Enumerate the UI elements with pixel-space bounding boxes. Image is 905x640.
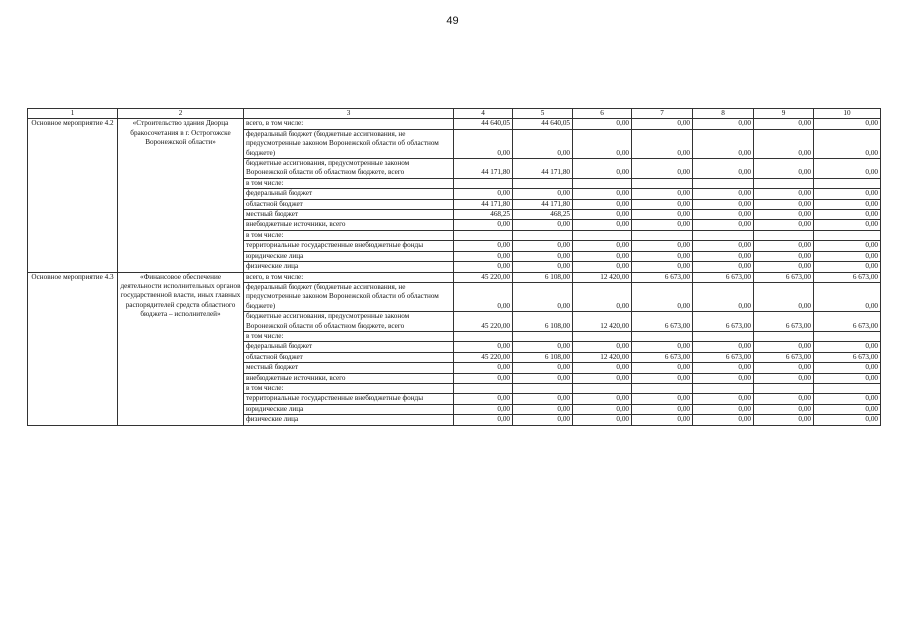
amount-cell: 0,00: [693, 415, 754, 425]
amount-cell: 0,00: [693, 220, 754, 230]
amount-cell: [632, 178, 693, 188]
amount-cell: 0,00: [754, 159, 814, 179]
amount-cell: 0,00: [754, 199, 814, 209]
amount-cell: 0,00: [573, 282, 632, 311]
amount-cell: 0,00: [513, 262, 573, 272]
amount-cell: 0,00: [573, 199, 632, 209]
amount-cell: 0,00: [754, 415, 814, 425]
amount-cell: 0,00: [573, 159, 632, 179]
amount-cell: 0,00: [693, 159, 754, 179]
amount-cell: 0,00: [573, 119, 632, 129]
amount-cell: 0,00: [573, 363, 632, 373]
measure-title-cell: «Строительство здания Дворца бракосочетания в г. Острогожске Воронежской области»: [118, 119, 244, 272]
amount-cell: [754, 178, 814, 188]
amount-cell: [513, 178, 573, 188]
amount-cell: [573, 230, 632, 240]
amount-cell: 0,00: [693, 373, 754, 383]
amount-cell: [513, 331, 573, 341]
amount-cell: [513, 230, 573, 240]
amount-cell: 44 171,80: [454, 159, 513, 179]
amount-cell: 0,00: [573, 415, 632, 425]
amount-cell: 0,00: [573, 129, 632, 158]
amount-cell: [693, 230, 754, 240]
amount-cell: 0,00: [632, 251, 693, 261]
amount-cell: 6 673,00: [632, 352, 693, 362]
amount-cell: 0,00: [754, 404, 814, 414]
amount-cell: 0,00: [814, 342, 881, 352]
amount-cell: 0,00: [632, 373, 693, 383]
amount-cell: 0,00: [454, 415, 513, 425]
funding-source-label: в том числе:: [244, 383, 454, 393]
amount-cell: 6 673,00: [693, 312, 754, 332]
amount-cell: 0,00: [454, 129, 513, 158]
amount-cell: 0,00: [632, 363, 693, 373]
amount-cell: 0,00: [754, 251, 814, 261]
amount-cell: 6 673,00: [814, 352, 881, 362]
amount-cell: 0,00: [513, 342, 573, 352]
amount-cell: [632, 331, 693, 341]
amount-cell: 0,00: [693, 241, 754, 251]
amount-cell: 0,00: [814, 189, 881, 199]
budget-table: [27, 108, 881, 426]
amount-cell: [693, 383, 754, 393]
table-row: [28, 272, 881, 282]
amount-cell: 0,00: [573, 241, 632, 251]
amount-cell: [814, 230, 881, 240]
amount-cell: 0,00: [693, 199, 754, 209]
amount-cell: 0,00: [513, 129, 573, 158]
amount-cell: 0,00: [693, 210, 754, 220]
amount-cell: [693, 331, 754, 341]
amount-cell: 0,00: [454, 404, 513, 414]
amount-cell: [814, 383, 881, 393]
amount-cell: 12 420,00: [573, 312, 632, 332]
funding-source-label: внебюджетные источники, всего: [244, 220, 454, 230]
funding-source-label: бюджетные ассигнования, предусмотренные законом Воронежской области об областном бюджете, всего: [244, 159, 454, 179]
header-cell: 10: [814, 109, 881, 119]
amount-cell: 0,00: [754, 220, 814, 230]
amount-cell: 12 420,00: [573, 352, 632, 362]
amount-cell: 6 673,00: [814, 272, 881, 282]
amount-cell: 0,00: [693, 262, 754, 272]
funding-source-label: местный бюджет: [244, 210, 454, 220]
amount-cell: 44 640,05: [454, 119, 513, 129]
funding-source-label: физические лица: [244, 262, 454, 272]
amount-cell: 0,00: [814, 282, 881, 311]
amount-cell: 0,00: [632, 129, 693, 158]
amount-cell: [632, 383, 693, 393]
amount-cell: 0,00: [693, 282, 754, 311]
amount-cell: 0,00: [754, 119, 814, 129]
amount-cell: 6 673,00: [693, 272, 754, 282]
amount-cell: 44 171,80: [454, 199, 513, 209]
amount-cell: 0,00: [754, 189, 814, 199]
amount-cell: 0,00: [693, 404, 754, 414]
header-cell: 9: [754, 109, 814, 119]
funding-source-label: федеральный бюджет: [244, 189, 454, 199]
amount-cell: [693, 178, 754, 188]
amount-cell: 0,00: [814, 415, 881, 425]
header-cell: 4: [454, 109, 513, 119]
amount-cell: [573, 178, 632, 188]
measure-type-cell: Основное мероприятие 4.2: [28, 119, 118, 272]
amount-cell: 0,00: [513, 404, 573, 414]
amount-cell: 0,00: [632, 404, 693, 414]
amount-cell: 468,25: [513, 210, 573, 220]
amount-cell: [454, 331, 513, 341]
funding-source-label: областной бюджет: [244, 352, 454, 362]
amount-cell: 0,00: [632, 282, 693, 311]
amount-cell: 6 673,00: [754, 352, 814, 362]
amount-cell: 0,00: [632, 241, 693, 251]
amount-cell: [814, 331, 881, 341]
amount-cell: 6 673,00: [814, 312, 881, 332]
funding-source-label: юридические лица: [244, 251, 454, 261]
amount-cell: 0,00: [513, 241, 573, 251]
amount-cell: 0,00: [814, 159, 881, 179]
amount-cell: 0,00: [632, 262, 693, 272]
amount-cell: [632, 230, 693, 240]
header-cell: 1: [28, 109, 118, 119]
amount-cell: 0,00: [513, 415, 573, 425]
amount-cell: [454, 230, 513, 240]
amount-cell: [754, 230, 814, 240]
amount-cell: 0,00: [573, 262, 632, 272]
amount-cell: 0,00: [814, 363, 881, 373]
funding-source-label: федеральный бюджет (бюджетные ассигнования, не предусмотренные законом Воронежской области об областном бюджете): [244, 129, 454, 158]
amount-cell: 45 220,00: [454, 272, 513, 282]
amount-cell: 0,00: [573, 394, 632, 404]
amount-cell: 0,00: [454, 220, 513, 230]
amount-cell: 6 673,00: [632, 312, 693, 332]
amount-cell: 0,00: [513, 363, 573, 373]
amount-cell: [573, 383, 632, 393]
amount-cell: 6 108,00: [513, 312, 573, 332]
amount-cell: [754, 331, 814, 341]
amount-cell: 0,00: [814, 404, 881, 414]
amount-cell: 0,00: [754, 210, 814, 220]
amount-cell: 0,00: [573, 220, 632, 230]
funding-source-label: федеральный бюджет (бюджетные ассигнования, не предусмотренные законом Воронежской области об областном бюджете): [244, 282, 454, 311]
amount-cell: 0,00: [754, 363, 814, 373]
amount-cell: 0,00: [454, 241, 513, 251]
amount-cell: 0,00: [814, 129, 881, 158]
amount-cell: 0,00: [573, 189, 632, 199]
amount-cell: 0,00: [573, 342, 632, 352]
funding-source-label: внебюджетные источники, всего: [244, 373, 454, 383]
amount-cell: 0,00: [454, 262, 513, 272]
funding-source-label: в том числе:: [244, 230, 454, 240]
amount-cell: 0,00: [454, 363, 513, 373]
amount-cell: 0,00: [754, 394, 814, 404]
amount-cell: 12 420,00: [573, 272, 632, 282]
amount-cell: 0,00: [573, 251, 632, 261]
header-cell: 3: [244, 109, 454, 119]
amount-cell: 0,00: [454, 394, 513, 404]
amount-cell: 0,00: [754, 241, 814, 251]
amount-cell: 0,00: [513, 282, 573, 311]
table-body: [28, 119, 881, 425]
amount-cell: 0,00: [632, 415, 693, 425]
amount-cell: 0,00: [814, 241, 881, 251]
amount-cell: 0,00: [814, 119, 881, 129]
amount-cell: 0,00: [754, 342, 814, 352]
header-cell: 6: [573, 109, 632, 119]
header-cell: 8: [693, 109, 754, 119]
header-cell: 2: [118, 109, 244, 119]
amount-cell: 468,25: [454, 210, 513, 220]
funding-source-label: физические лица: [244, 415, 454, 425]
table-row: [28, 119, 881, 129]
amount-cell: 0,00: [814, 199, 881, 209]
amount-cell: 0,00: [573, 404, 632, 414]
amount-cell: [454, 383, 513, 393]
amount-cell: 0,00: [513, 373, 573, 383]
amount-cell: [814, 178, 881, 188]
amount-cell: 0,00: [454, 342, 513, 352]
amount-cell: 6 673,00: [754, 272, 814, 282]
funding-source-label: всего, в том числе:: [244, 119, 454, 129]
amount-cell: 0,00: [814, 220, 881, 230]
funding-source-label: в том числе:: [244, 331, 454, 341]
measure-title-cell: «Финансовое обеспечение деятельности исполнительных органов государственной власти, иных главных распорядителей средств областного бюджета – исполнителей»: [118, 272, 244, 425]
amount-cell: 0,00: [632, 220, 693, 230]
amount-cell: 0,00: [814, 251, 881, 261]
funding-source-label: федеральный бюджет: [244, 342, 454, 352]
amount-cell: 6 673,00: [693, 352, 754, 362]
amount-cell: 0,00: [814, 210, 881, 220]
amount-cell: 0,00: [454, 251, 513, 261]
amount-cell: 0,00: [632, 189, 693, 199]
amount-cell: 44 640,05: [513, 119, 573, 129]
amount-cell: 0,00: [754, 373, 814, 383]
amount-cell: 0,00: [513, 394, 573, 404]
header-cell: 5: [513, 109, 573, 119]
funding-source-label: территориальные государственные внебюджетные фонды: [244, 394, 454, 404]
amount-cell: 0,00: [693, 363, 754, 373]
amount-cell: 6 108,00: [513, 352, 573, 362]
amount-cell: 44 171,80: [513, 199, 573, 209]
funding-source-label: бюджетные ассигнования, предусмотренные законом Воронежской области об областном бюджете, всего: [244, 312, 454, 332]
amount-cell: 0,00: [632, 210, 693, 220]
amount-cell: [754, 383, 814, 393]
amount-cell: 6 673,00: [632, 272, 693, 282]
amount-cell: 0,00: [693, 129, 754, 158]
amount-cell: 0,00: [693, 189, 754, 199]
funding-source-label: юридические лица: [244, 404, 454, 414]
measure-type-cell: Основное мероприятие 4.3: [28, 272, 118, 425]
amount-cell: 0,00: [814, 262, 881, 272]
funding-source-label: местный бюджет: [244, 363, 454, 373]
amount-cell: 0,00: [513, 220, 573, 230]
amount-cell: 0,00: [632, 394, 693, 404]
amount-cell: 0,00: [754, 262, 814, 272]
amount-cell: 0,00: [573, 210, 632, 220]
funding-source-label: областной бюджет: [244, 199, 454, 209]
amount-cell: [573, 331, 632, 341]
amount-cell: 0,00: [754, 129, 814, 158]
amount-cell: 45 220,00: [454, 312, 513, 332]
amount-cell: 0,00: [814, 373, 881, 383]
amount-cell: 0,00: [454, 282, 513, 311]
amount-cell: 0,00: [754, 282, 814, 311]
funding-source-label: территориальные государственные внебюджетные фонды: [244, 241, 454, 251]
amount-cell: 0,00: [632, 119, 693, 129]
amount-cell: 44 171,80: [513, 159, 573, 179]
page-number: 49: [446, 15, 459, 27]
amount-cell: 0,00: [632, 342, 693, 352]
amount-cell: 0,00: [632, 159, 693, 179]
header-row: [28, 109, 881, 119]
amount-cell: 0,00: [693, 119, 754, 129]
amount-cell: [513, 383, 573, 393]
amount-cell: 6 108,00: [513, 272, 573, 282]
funding-source-label: в том числе:: [244, 178, 454, 188]
amount-cell: 0,00: [814, 394, 881, 404]
funding-source-label: всего, в том числе:: [244, 272, 454, 282]
amount-cell: 0,00: [454, 373, 513, 383]
amount-cell: 6 673,00: [754, 312, 814, 332]
amount-cell: 0,00: [693, 394, 754, 404]
amount-cell: 0,00: [693, 342, 754, 352]
amount-cell: 45 220,00: [454, 352, 513, 362]
amount-cell: 0,00: [632, 199, 693, 209]
header-cell: 7: [632, 109, 693, 119]
amount-cell: 0,00: [693, 251, 754, 261]
amount-cell: 0,00: [513, 251, 573, 261]
amount-cell: 0,00: [454, 189, 513, 199]
amount-cell: 0,00: [573, 373, 632, 383]
amount-cell: [454, 178, 513, 188]
amount-cell: 0,00: [513, 189, 573, 199]
